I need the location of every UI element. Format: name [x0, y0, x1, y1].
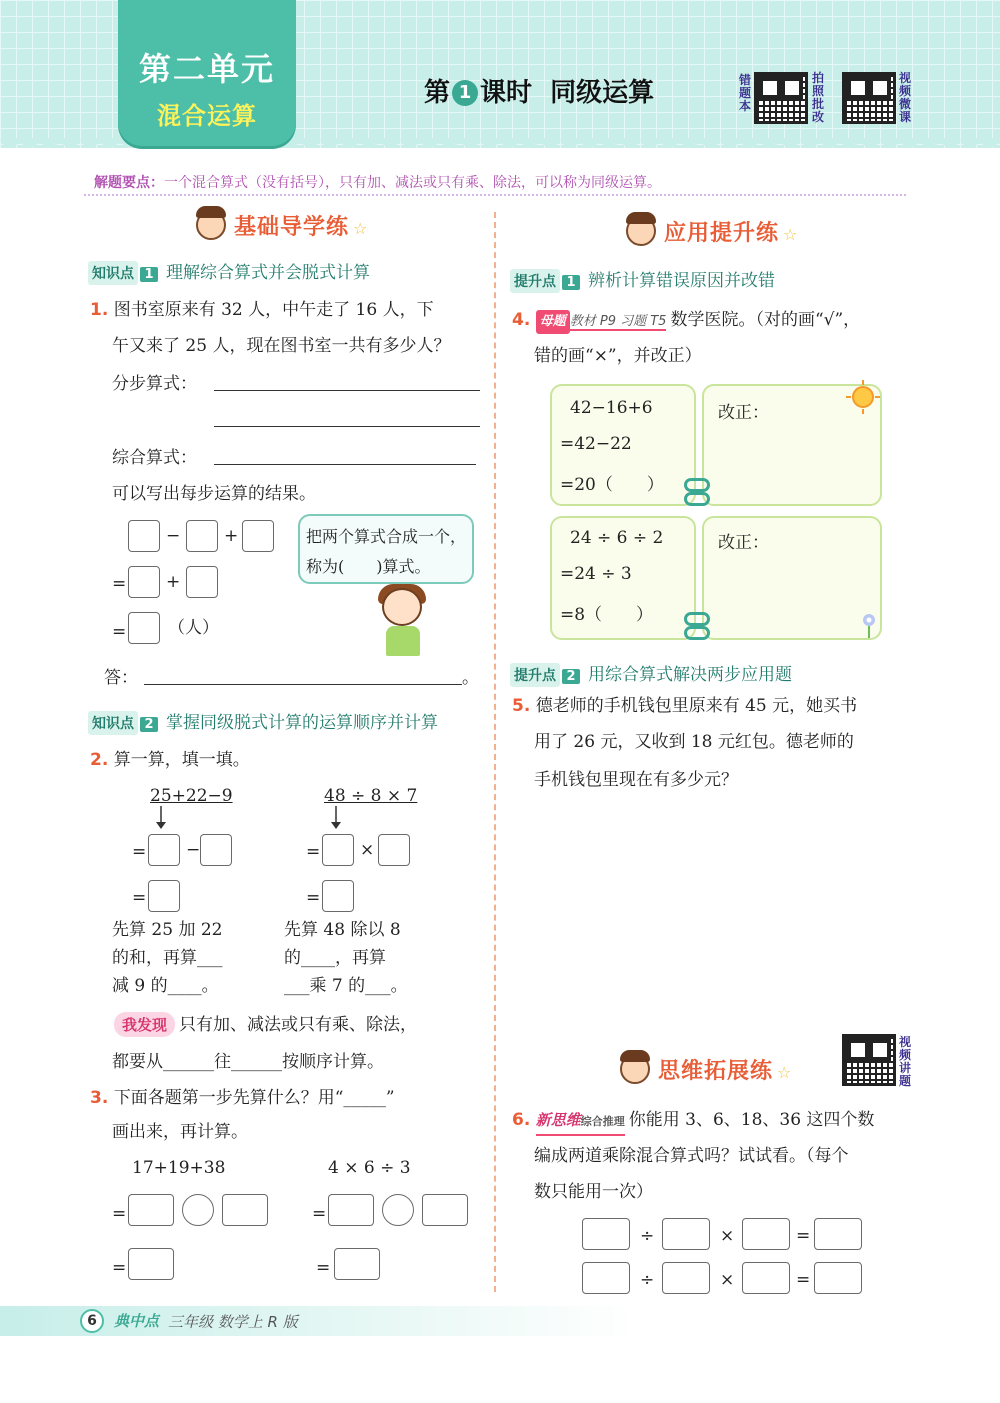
book-meta: 三年级 数学上 R 版 [168, 1313, 298, 1331]
q4-card-a [550, 384, 696, 506]
q2-a-box2[interactable] [200, 834, 232, 866]
q2-b-text3: ___乘 7 的___。 [284, 976, 408, 996]
q1-combined-line[interactable] [214, 464, 476, 465]
q6-r2-div: ÷ [640, 1270, 655, 1290]
q1-unit: （人） [168, 618, 219, 638]
binder-ring-icon [684, 492, 710, 506]
q6-r1-times: × [720, 1226, 735, 1246]
q2-b-box1[interactable] [322, 834, 354, 866]
boy-mascot-icon [626, 216, 656, 246]
kp2-pill: 知识点 [88, 711, 138, 735]
q3-line2: 画出来，再计算。 [112, 1122, 248, 1142]
improve-point-2 [510, 660, 792, 687]
unit-title: 第二单元 [138, 50, 275, 88]
q3-text1: 下面各题第一步先算什么？用“_____” [113, 1088, 395, 1108]
girl-mascot-icon [372, 588, 432, 658]
q2-expr-a: 25+22−9 [150, 786, 233, 806]
q3-number: 3. [90, 1088, 109, 1108]
keypoint-text [94, 172, 661, 200]
q1-minus: − [166, 526, 181, 546]
q2-b-text2: 的____，再算 [284, 948, 386, 968]
q3-a-eq2: = [112, 1258, 127, 1278]
q5-line2: 用了 26 元，又收到 18 元红包。德老师的 [534, 732, 854, 752]
lesson-suffix: 课时 [480, 78, 533, 108]
unit-tab [118, 0, 296, 146]
q1-text1: 图书室原来有 32 人，中午走了 16 人，下 [113, 300, 434, 320]
q4-b-fix-label: 改正： [718, 533, 769, 553]
q1-box-d[interactable] [128, 566, 160, 598]
q3-a-box2[interactable] [222, 1194, 268, 1226]
tp1-pill: 提升点 [510, 269, 560, 293]
q1-step-label: 分步算式： [112, 374, 197, 394]
q3-a-box1[interactable] [128, 1194, 174, 1226]
q3-b-box1[interactable] [328, 1194, 374, 1226]
qr1-left-label: 错题本 [738, 73, 751, 113]
improve-point-1 [510, 266, 775, 293]
unit-subtitle: 混合运算 [157, 102, 257, 130]
q2-arrow-a [155, 806, 167, 830]
q4-b3[interactable]: =8（ ） [560, 605, 654, 625]
q2-title: 算一算，填一填。 [113, 750, 250, 770]
keypoint-label: 解题要点： [94, 175, 164, 191]
q3-b-op-circle[interactable] [382, 1194, 414, 1226]
q6-r2-box4[interactable] [814, 1262, 862, 1294]
q4-a3[interactable]: =20（ ） [560, 475, 664, 495]
kp1-pill: 知识点 [88, 261, 138, 285]
boy-mascot-icon [620, 1054, 650, 1084]
q6-line1 [512, 1108, 874, 1136]
q3-b-box3[interactable] [334, 1248, 380, 1280]
section-apply [626, 216, 798, 247]
q2-number: 2. [90, 750, 109, 770]
q2-a-text3: 减 9 的____。 [112, 976, 219, 996]
q1-line2: 午又来了 25 人，现在图书室一共有多少人？ [112, 336, 451, 356]
q2-arrow-b [330, 806, 342, 830]
q4-text1: 数学医院。（对的画“√”， [670, 310, 861, 330]
q5-number: 5. [512, 696, 531, 716]
tp1-text: 辨析计算错误原因并改错 [588, 271, 775, 291]
q2-line1 [90, 748, 250, 772]
q3-expr-b: 4 × 6 ÷ 3 [328, 1158, 411, 1178]
q1-line1 [90, 298, 434, 322]
q5-text1: 德老师的手机钱包里原来有 45 元，她买书 [535, 696, 858, 716]
q6-r1-box3[interactable] [742, 1218, 790, 1250]
q3-expr-a: 17+19+38 [132, 1158, 226, 1178]
flower-icon [858, 612, 880, 638]
tp2-number: 2 [562, 669, 580, 684]
kp2-number: 2 [140, 717, 158, 732]
q2-expr-b: 48 ÷ 8 × 7 [324, 786, 418, 806]
qr-code-video[interactable] [842, 72, 896, 124]
discover-note [114, 1010, 417, 1037]
q4-a2: =42−22 [560, 434, 632, 454]
knowledge-point-2 [88, 708, 438, 735]
q2-b-times: × [360, 840, 375, 860]
q6-r1-box1[interactable] [582, 1218, 630, 1250]
kp1-text: 理解综合算式并会脱式计算 [166, 263, 370, 283]
discover-line2: 都要从______往______按顺序计算。 [112, 1052, 384, 1072]
q6-text1: 你能用 3、6、18、36 这四个数 [628, 1110, 875, 1130]
q1-hint: 可以写出每步运算的结果。 [112, 484, 316, 504]
brand-logo: 典中点 [114, 1312, 160, 1330]
q1-box-c[interactable] [242, 520, 274, 552]
boy-mascot-icon [196, 210, 226, 240]
q6-r1-box4[interactable] [814, 1218, 862, 1250]
q6-r1-box2[interactable] [662, 1218, 710, 1250]
q1-plus: + [224, 526, 239, 546]
q3-a-eq1: = [112, 1204, 127, 1224]
q3-a-op-circle[interactable] [182, 1194, 214, 1226]
q1-answer-label: 答： [104, 668, 138, 688]
q4-line2: 错的画“×”，并改正） [534, 346, 702, 366]
qr-code-mistakes[interactable] [754, 72, 808, 124]
star-icon: ☆ [777, 1063, 793, 1082]
bubble-line2: 称为( )算式。 [306, 557, 431, 576]
sun-icon [846, 380, 880, 414]
q6-r2-eq: = [796, 1270, 811, 1290]
lesson-title [424, 72, 654, 109]
q6-badge-sub: 综合推理 [580, 1115, 625, 1128]
qr-code-lecture[interactable] [842, 1034, 896, 1086]
q6-r2-box3[interactable] [742, 1262, 790, 1294]
q1-combined-label: 综合算式： [112, 448, 197, 468]
keypoint-body: 一个混合算式（没有括号），只有加、减法或只有乘、除法，可以称为同级运算。 [164, 175, 661, 191]
section-basic [196, 210, 368, 241]
q2-a-box1[interactable] [148, 834, 180, 866]
star-icon: ☆ [783, 225, 799, 244]
kp1-number: 1 [140, 267, 158, 282]
lesson-name: 同级运算 [550, 78, 655, 108]
q1-eq-1: = [112, 574, 127, 594]
lesson-number: 1 [452, 80, 478, 106]
kp2-text: 掌握同级脱式计算的运算顺序并计算 [166, 713, 438, 733]
binder-ring-icon [684, 478, 710, 492]
q4-badge: 母题 [536, 310, 570, 334]
q3-b-eq2: = [316, 1258, 331, 1278]
q6-r2-box1[interactable] [582, 1262, 630, 1294]
q1-box-f[interactable] [128, 612, 160, 644]
q2-b-eq2: = [306, 888, 321, 908]
tp2-pill: 提升点 [510, 663, 560, 687]
binder-ring-icon [684, 626, 710, 640]
q2-b-text1: 先算 48 除以 8 [284, 920, 401, 940]
q3-a-box3[interactable] [128, 1248, 174, 1280]
bubble-line1: 把两个算式合成一个， [306, 527, 467, 546]
q2-b-box2[interactable] [378, 834, 410, 866]
speech-bubble [298, 514, 474, 584]
star-icon: ☆ [353, 219, 369, 238]
qr1-right-label: 拍照批改 [811, 71, 824, 124]
q1-step-line-1[interactable] [214, 390, 480, 391]
q5-answer-area[interactable] [534, 800, 904, 1040]
q6-badge-text: 新思维 [535, 1111, 581, 1129]
page-number: 6 [80, 1309, 104, 1333]
q5-line1 [512, 694, 857, 718]
q6-number: 6. [512, 1110, 531, 1130]
q3-b-eq1: = [312, 1204, 327, 1224]
q2-a-text2: 的和，再算___ [112, 948, 223, 968]
q6-r1-eq: = [796, 1226, 811, 1246]
q4-card-b-fix[interactable] [702, 516, 882, 640]
q6-badge [536, 1108, 625, 1136]
q1-plus-2: + [166, 572, 181, 592]
q4-number: 4. [512, 310, 531, 330]
q4-a1: 42−16+6 [570, 398, 653, 418]
q4-ref: 教材 P9 习题 T5 [569, 314, 667, 329]
q1-step-line-2[interactable] [214, 426, 480, 427]
q2-b-eq1: = [306, 842, 321, 862]
tp2-text: 用综合算式解决两步应用题 [588, 665, 792, 685]
binder-ring-icon [684, 612, 710, 626]
q4-b1: 24 ÷ 6 ÷ 2 [570, 528, 664, 548]
q4-b2: =24 ÷ 3 [560, 564, 632, 584]
q1-number: 1. [90, 300, 109, 320]
q1-box-a[interactable] [128, 520, 160, 552]
q5-line3: 手机钱包里现在有多少元？ [534, 770, 738, 790]
discover-badge: 我发现 [114, 1012, 175, 1037]
discover-text: 只有加、减法或只有乘、除法， [179, 1015, 418, 1035]
q6-line2: 编成两道乘除混合算式吗？试试看。（每个 [534, 1146, 849, 1166]
q6-line3: 数只能用一次） [534, 1182, 653, 1202]
q2-a-box3[interactable] [148, 880, 180, 912]
q1-answer-line[interactable] [144, 684, 462, 685]
q2-a-eq2: = [132, 888, 147, 908]
q1-eq-2: = [112, 622, 127, 642]
q6-r2-box2[interactable] [662, 1262, 710, 1294]
q3-line1 [90, 1086, 395, 1110]
footer [0, 1306, 1000, 1336]
tp1-number: 1 [562, 275, 580, 290]
q6-r2-times: × [720, 1270, 735, 1290]
qr3-label: 视频讲题 [898, 1035, 911, 1088]
section-apply-title: 应用提升练 [664, 221, 780, 246]
q1-box-e[interactable] [186, 566, 218, 598]
q2-a-text1: 先算 25 加 22 [112, 920, 223, 940]
qr2-right-label: 视频微课 [898, 71, 911, 124]
lesson-prefix: 第 [424, 78, 451, 108]
q6-r1-div: ÷ [640, 1226, 655, 1246]
section-thinking-title: 思维拓展练 [658, 1059, 774, 1084]
section-basic-title: 基础导学练 [234, 215, 350, 240]
q2-a-eq1: = [132, 842, 147, 862]
q4-a-fix-label: 改正： [718, 403, 769, 423]
q4-line1 [512, 308, 860, 334]
q2-a-minus: − [186, 840, 201, 860]
knowledge-point-1 [88, 258, 370, 285]
q4-card-b [550, 516, 696, 640]
column-divider [494, 212, 496, 1292]
q1-box-b[interactable] [186, 520, 218, 552]
q1-answer-end: 。 [462, 668, 479, 688]
section-thinking [620, 1054, 792, 1085]
q3-b-box2[interactable] [422, 1194, 468, 1226]
q2-b-box3[interactable] [322, 880, 354, 912]
